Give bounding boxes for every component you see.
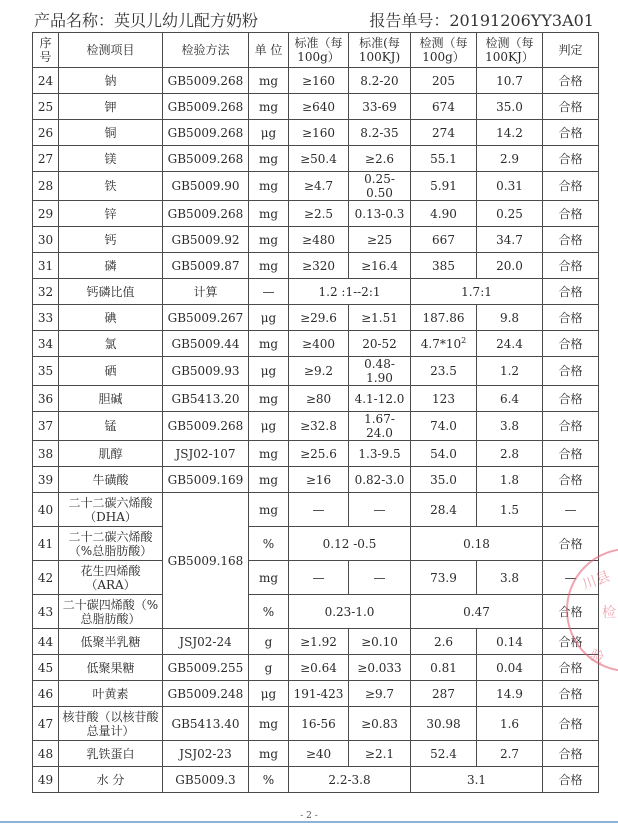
unit: μg — [249, 412, 289, 441]
test-method: 计算 — [163, 279, 249, 305]
standard-per-100kj: 1.3-9.5 — [349, 441, 411, 467]
col-header-result-100g: 检测（每100g） — [411, 33, 477, 68]
table-row — [33, 681, 599, 707]
test-item: 锰 — [59, 412, 163, 441]
standard-merged: 1.2 :1--2:1 — [289, 279, 411, 305]
standard-per-100g: — — [289, 493, 349, 527]
standard-per-100kj: ≥1.51 — [349, 305, 411, 331]
result-per-100kj: 1.5 — [477, 493, 543, 527]
stamp-text-c: 验 — [587, 647, 606, 667]
col-header-item: 检测项目 — [59, 33, 163, 68]
result-per-100g: 35.0 — [411, 467, 477, 493]
unit: mg — [249, 741, 289, 767]
row-no: 33 — [33, 305, 59, 331]
standard-merged: 0.12 -0.5 — [289, 527, 411, 561]
row-no: 24 — [33, 68, 59, 94]
row-no: 27 — [33, 146, 59, 172]
row-no: 25 — [33, 94, 59, 120]
standard-per-100g: ≥16 — [289, 467, 349, 493]
result-per-100g: 2.6 — [411, 629, 477, 655]
table-row — [33, 357, 599, 386]
test-item: 肌醇 — [59, 441, 163, 467]
row-no: 48 — [33, 741, 59, 767]
result-per-100kj: 0.14 — [477, 629, 543, 655]
standard-per-100g: ≥1.92 — [289, 629, 349, 655]
result-per-100g: 74.0 — [411, 412, 477, 441]
verdict: 合格 — [543, 305, 599, 331]
unit: mg — [249, 227, 289, 253]
row-no: 34 — [33, 331, 59, 357]
test-item: 硒 — [59, 357, 163, 386]
standard-per-100kj: 4.1-12.0 — [349, 386, 411, 412]
verdict: — — [543, 493, 599, 527]
test-item: 锌 — [59, 201, 163, 227]
test-item: 氯 — [59, 331, 163, 357]
result-base: 4.7*10 — [420, 336, 462, 351]
standard-per-100g: ≥40 — [289, 741, 349, 767]
result-per-100kj: 14.9 — [477, 681, 543, 707]
standard-per-100kj: ≥2.1 — [349, 741, 411, 767]
verdict: 合格 — [543, 68, 599, 94]
unit: μg — [249, 120, 289, 146]
result-per-100kj: 10.7 — [477, 68, 543, 94]
row-no: 42 — [33, 561, 59, 595]
result-per-100g: 5.91 — [411, 172, 477, 201]
result-per-100g: 667 — [411, 227, 477, 253]
table-row — [33, 595, 599, 629]
test-item: 叶黄素 — [59, 681, 163, 707]
stamp-text-b: 检 — [602, 605, 616, 621]
table-row — [33, 386, 599, 412]
result-per-100kj: 6.4 — [477, 386, 543, 412]
verdict: 合格 — [543, 201, 599, 227]
test-item: 二十二碳六烯酸（%总脂肪酸） — [59, 527, 163, 561]
result-per-100kj: 34.7 — [477, 227, 543, 253]
verdict: 合格 — [543, 595, 599, 629]
test-item: 水 分 — [59, 767, 163, 793]
result-per-100kj: 1.6 — [477, 707, 543, 741]
standard-per-100kj: 0.48-1.90 — [349, 357, 411, 386]
table-row — [33, 146, 599, 172]
unit: mg — [249, 146, 289, 172]
test-item: 钙 — [59, 227, 163, 253]
test-item: 低聚果糖 — [59, 655, 163, 681]
table-row — [33, 767, 599, 793]
result-per-100g: 52.4 — [411, 741, 477, 767]
unit: g — [249, 655, 289, 681]
result-per-100g: 28.4 — [411, 493, 477, 527]
verdict: 合格 — [543, 707, 599, 741]
result-per-100kj: 9.8 — [477, 305, 543, 331]
verdict: 合格 — [543, 629, 599, 655]
unit: mg — [249, 707, 289, 741]
standard-per-100kj: ≥25 — [349, 227, 411, 253]
standard-per-100g: ≥4.7 — [289, 172, 349, 201]
test-item: 胆碱 — [59, 386, 163, 412]
verdict: 合格 — [543, 227, 599, 253]
test-item: 钙磷比值 — [59, 279, 163, 305]
test-method: GB5009.268 — [163, 201, 249, 227]
standard-per-100g: ≥400 — [289, 331, 349, 357]
test-method: GB5009.268 — [163, 68, 249, 94]
standard-per-100g: ≥25.6 — [289, 441, 349, 467]
result-per-100g: 0.81 — [411, 655, 477, 681]
result-merged: 3.1 — [411, 767, 543, 793]
verdict: 合格 — [543, 467, 599, 493]
row-no: 36 — [33, 386, 59, 412]
test-item: 钾 — [59, 94, 163, 120]
table-body — [33, 68, 599, 793]
col-header-std-100g: 标准（每100g） — [289, 33, 349, 68]
result-per-100g: 674 — [411, 94, 477, 120]
standard-per-100kj: 8.2-20 — [349, 68, 411, 94]
row-no: 40 — [33, 493, 59, 527]
verdict: 合格 — [543, 527, 599, 561]
verdict: 合格 — [543, 357, 599, 386]
test-method: GB5009.90 — [163, 172, 249, 201]
table-row — [33, 527, 599, 561]
standard-per-100g: ≥50.4 — [289, 146, 349, 172]
unit: mg — [249, 94, 289, 120]
result-per-100g: 73.9 — [411, 561, 477, 595]
standard-merged: 0.23-1.0 — [289, 595, 411, 629]
standard-per-100g: ≥80 — [289, 386, 349, 412]
row-no: 39 — [33, 467, 59, 493]
standard-per-100g: ≥29.6 — [289, 305, 349, 331]
standard-per-100g: ≥480 — [289, 227, 349, 253]
verdict: 合格 — [543, 741, 599, 767]
verdict: 合格 — [543, 94, 599, 120]
test-item: 镁 — [59, 146, 163, 172]
unit: mg — [249, 172, 289, 201]
unit: μg — [249, 305, 289, 331]
table-row — [33, 441, 599, 467]
test-method: GB5413.40 — [163, 707, 249, 741]
result-per-100g: 187.86 — [411, 305, 477, 331]
standard-per-100g: ≥0.64 — [289, 655, 349, 681]
row-no: 30 — [33, 227, 59, 253]
test-item: 核苷酸（以核苷酸总量计） — [59, 707, 163, 741]
result-per-100kj: 3.8 — [477, 412, 543, 441]
result-per-100kj: 0.04 — [477, 655, 543, 681]
test-method: JSJ02-107 — [163, 441, 249, 467]
result-per-100kj: 14.2 — [477, 120, 543, 146]
verdict: 合格 — [543, 331, 599, 357]
unit: mg — [249, 331, 289, 357]
table-row — [33, 172, 599, 201]
unit: mg — [249, 253, 289, 279]
product-name: 产品名称：英贝儿幼儿配方奶粉 — [34, 10, 259, 30]
row-no: 29 — [33, 201, 59, 227]
row-no: 26 — [33, 120, 59, 146]
row-no: 43 — [33, 595, 59, 629]
unit: % — [249, 767, 289, 793]
test-item: 铁 — [59, 172, 163, 201]
test-method: GB5009.87 — [163, 253, 249, 279]
table-row — [33, 227, 599, 253]
standard-per-100g: ≥640 — [289, 94, 349, 120]
result-exponent: 2 — [461, 335, 467, 345]
test-method: JSJ02-24 — [163, 629, 249, 655]
verdict: 合格 — [543, 386, 599, 412]
test-item: 磷 — [59, 253, 163, 279]
table-row — [33, 279, 599, 305]
standard-per-100kj: — — [349, 561, 411, 595]
test-item: 牛磺酸 — [59, 467, 163, 493]
row-no: 38 — [33, 441, 59, 467]
verdict: — — [543, 561, 599, 595]
test-method: GB5009.268 — [163, 120, 249, 146]
page-number: - 2 - — [300, 811, 318, 821]
col-header-verdict: 判定 — [543, 33, 599, 68]
table-row — [33, 741, 599, 767]
unit: μg — [249, 681, 289, 707]
col-header-no: 序号 — [33, 33, 59, 68]
test-item: 铜 — [59, 120, 163, 146]
result-per-100kj: 0.31 — [477, 172, 543, 201]
standard-per-100kj: 20-52 — [349, 331, 411, 357]
unit: mg — [249, 467, 289, 493]
result-per-100kj: 35.0 — [477, 94, 543, 120]
standard-per-100g: ≥160 — [289, 120, 349, 146]
verdict: 合格 — [543, 767, 599, 793]
row-no: 41 — [33, 527, 59, 561]
standard-per-100g: ≥32.8 — [289, 412, 349, 441]
stamp-text-a: 川县 — [580, 568, 613, 594]
unit: mg — [249, 201, 289, 227]
page-bottom-rule — [0, 821, 618, 823]
result-per-100kj: 2.8 — [477, 441, 543, 467]
test-method: GB5009.255 — [163, 655, 249, 681]
unit: — — [249, 279, 289, 305]
verdict: 合格 — [543, 441, 599, 467]
row-no: 49 — [33, 767, 59, 793]
standard-per-100kj: 0.13-0.3 — [349, 201, 411, 227]
result-per-100g: 205 — [411, 68, 477, 94]
result-per-100kj: 0.25 — [477, 201, 543, 227]
verdict: 合格 — [543, 412, 599, 441]
test-method: GB5009.3 — [163, 767, 249, 793]
result-per-100g: 30.98 — [411, 707, 477, 741]
row-no: 32 — [33, 279, 59, 305]
table-row — [33, 120, 599, 146]
report-number: 报告单号：20191206YY3A01 — [369, 10, 594, 30]
row-no: 28 — [33, 172, 59, 201]
unit: mg — [249, 68, 289, 94]
table-row — [33, 412, 599, 441]
result-per-100g: 274 — [411, 120, 477, 146]
test-item: 二十二碳六烯酸（DHA） — [59, 493, 163, 527]
table-row — [33, 201, 599, 227]
result-per-100g: 287 — [411, 681, 477, 707]
test-method: GB5009.168 — [163, 493, 249, 629]
test-item: 二十碳四烯酸（%总脂肪酸） — [59, 595, 163, 629]
result-merged: 0.18 — [411, 527, 543, 561]
test-method: GB5009.93 — [163, 357, 249, 386]
test-method: JSJ02-23 — [163, 741, 249, 767]
col-header-result-100kj: 检测（每100KJ） — [477, 33, 543, 68]
result-per-100g: 23.5 — [411, 357, 477, 386]
result-per-100g: 54.0 — [411, 441, 477, 467]
table-row — [33, 94, 599, 120]
table-row — [33, 467, 599, 493]
standard-merged: 2.2-3.8 — [289, 767, 411, 793]
unit: mg — [249, 386, 289, 412]
test-method: GB5413.20 — [163, 386, 249, 412]
table-row — [33, 253, 599, 279]
verdict: 合格 — [543, 146, 599, 172]
standard-per-100kj: ≥0.10 — [349, 629, 411, 655]
standard-per-100g: 16-56 — [289, 707, 349, 741]
standard-per-100g: ≥2.5 — [289, 201, 349, 227]
test-item: 乳铁蛋白 — [59, 741, 163, 767]
standard-per-100g: ≥160 — [289, 68, 349, 94]
verdict: 合格 — [543, 120, 599, 146]
unit: g — [249, 629, 289, 655]
test-item: 低聚半乳糖 — [59, 629, 163, 655]
table-row — [33, 493, 599, 527]
row-no: 46 — [33, 681, 59, 707]
verdict: 合格 — [543, 279, 599, 305]
standard-per-100g: 191-423 — [289, 681, 349, 707]
result-per-100g: 385 — [411, 253, 477, 279]
result-per-100g: 4.90 — [411, 201, 477, 227]
verdict: 合格 — [543, 681, 599, 707]
table-row — [33, 655, 599, 681]
test-method: GB5009.268 — [163, 146, 249, 172]
result-merged: 0.47 — [411, 595, 543, 629]
result-per-100g: 123 — [411, 386, 477, 412]
unit: μg — [249, 357, 289, 386]
unit: mg — [249, 493, 289, 527]
table-row — [33, 561, 599, 595]
standard-per-100kj: 8.2-35 — [349, 120, 411, 146]
result-merged: 1.7:1 — [411, 279, 543, 305]
standard-per-100kj: ≥0.033 — [349, 655, 411, 681]
standard-per-100kj: ≥2.6 — [349, 146, 411, 172]
table-row — [33, 707, 599, 741]
test-item: 碘 — [59, 305, 163, 331]
row-no: 31 — [33, 253, 59, 279]
test-method: GB5009.248 — [163, 681, 249, 707]
result-per-100kj: 20.0 — [477, 253, 543, 279]
standard-per-100kj: 33-69 — [349, 94, 411, 120]
row-no: 44 — [33, 629, 59, 655]
table-row — [33, 629, 599, 655]
unit: % — [249, 595, 289, 629]
test-method: GB5009.44 — [163, 331, 249, 357]
row-no: 47 — [33, 707, 59, 741]
unit: % — [249, 527, 289, 561]
row-no: 35 — [33, 357, 59, 386]
table-header-row — [33, 33, 599, 68]
standard-per-100g: ≥320 — [289, 253, 349, 279]
standard-per-100kj: ≥16.4 — [349, 253, 411, 279]
result-per-100kj: 1.8 — [477, 467, 543, 493]
row-no: 37 — [33, 412, 59, 441]
result-per-100kj: 2.7 — [477, 741, 543, 767]
unit: mg — [249, 561, 289, 595]
test-method: GB5009.268 — [163, 94, 249, 120]
unit: mg — [249, 441, 289, 467]
verdict: 合格 — [543, 172, 599, 201]
table-row — [33, 331, 599, 357]
standard-per-100kj: 0.82-3.0 — [349, 467, 411, 493]
test-method: GB5009.267 — [163, 305, 249, 331]
standard-per-100kj: 0.25-0.50 — [349, 172, 411, 201]
table-row — [33, 68, 599, 94]
standard-per-100g: — — [289, 561, 349, 595]
col-header-method: 检验方法 — [163, 33, 249, 68]
table-row — [33, 305, 599, 331]
result-per-100g — [411, 331, 477, 357]
result-per-100kj: 24.4 — [477, 331, 543, 357]
test-item: 花生四烯酸（ARA） — [59, 561, 163, 595]
verdict: 合格 — [543, 253, 599, 279]
standard-per-100kj: ≥0.83 — [349, 707, 411, 741]
test-method: GB5009.92 — [163, 227, 249, 253]
verdict: 合格 — [543, 655, 599, 681]
standard-per-100kj: 1.67-24.0 — [349, 412, 411, 441]
result-per-100g: 55.1 — [411, 146, 477, 172]
document-header — [34, 6, 594, 32]
col-header-unit: 单 位 — [249, 33, 289, 68]
test-method: GB5009.268 — [163, 412, 249, 441]
row-no: 45 — [33, 655, 59, 681]
standard-per-100kj: ≥9.7 — [349, 681, 411, 707]
test-method: GB5009.169 — [163, 467, 249, 493]
result-per-100kj: 1.2 — [477, 357, 543, 386]
result-per-100kj: 3.8 — [477, 561, 543, 595]
result-per-100kj: 2.9 — [477, 146, 543, 172]
test-item: 钠 — [59, 68, 163, 94]
standard-per-100g: ≥9.2 — [289, 357, 349, 386]
col-header-std-100kj: 标准(每100KJ) — [349, 33, 411, 68]
test-results-table — [32, 32, 599, 793]
standard-per-100kj: — — [349, 493, 411, 527]
